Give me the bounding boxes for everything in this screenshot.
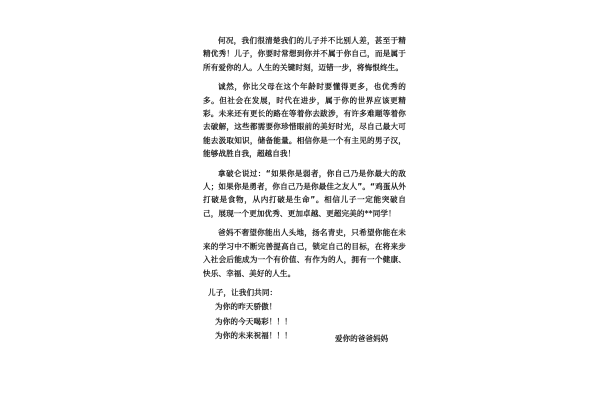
paragraph-1: 何况，我们很清楚我们的儿子并不比别人差，甚至于精精优秀！儿子，你要时常想到你并不属于你自己，而是属于所有爱你的人。人生的关键时刻，迈错一步，将悔恨终生。	[203, 36, 406, 72]
letter-body	[203, 34, 406, 344]
closing-line-3: 为你的今天喝彩！！！	[215, 316, 292, 326]
signature: 爱你的爸爸妈妈	[335, 334, 389, 343]
paragraph-3: 拿破仑说过：“如果你是弱者，你自己乃是你最大的敌人；如果你是勇者，你自己乃是你最佳之友人”。“鸡蛋从外打破是食物，从内打破是生命”。相信儿子一定能突破自己，展现一个更加优秀、更加卓越、更超完美的**同学！	[203, 168, 406, 218]
closing-line-1: 儿子，让我们共同：	[208, 287, 278, 297]
paragraph-4: 爸妈不奢望你能出人头地，扬名青史，只希望你能在未来的学习中不断完善提高自己，锁定自己的目标，在将来步入社会后能成为一个有价值、有作为的人，拥有一个健康、快乐、幸福、美好的人生。	[203, 228, 406, 278]
paragraph-2: 诚然，你比父母在这个年龄时要懂得更多，也优秀的多。但社会在发展，时代在进步，属于你的世界应该更精彩。未来还有更长的路在等着你去跋涉，有许多难题等着你去破解，这些都需要你珍惜眼前的美好时光，尽自己最大可能去汲取知识，储备能量。相信你是一个有主见的男子汉，能够战胜自我，超越自我！	[203, 82, 406, 159]
closing-line-2: 为你的昨天骄傲！	[215, 302, 277, 312]
closing-line-4: 为你的未来祝福！！！	[215, 331, 292, 341]
